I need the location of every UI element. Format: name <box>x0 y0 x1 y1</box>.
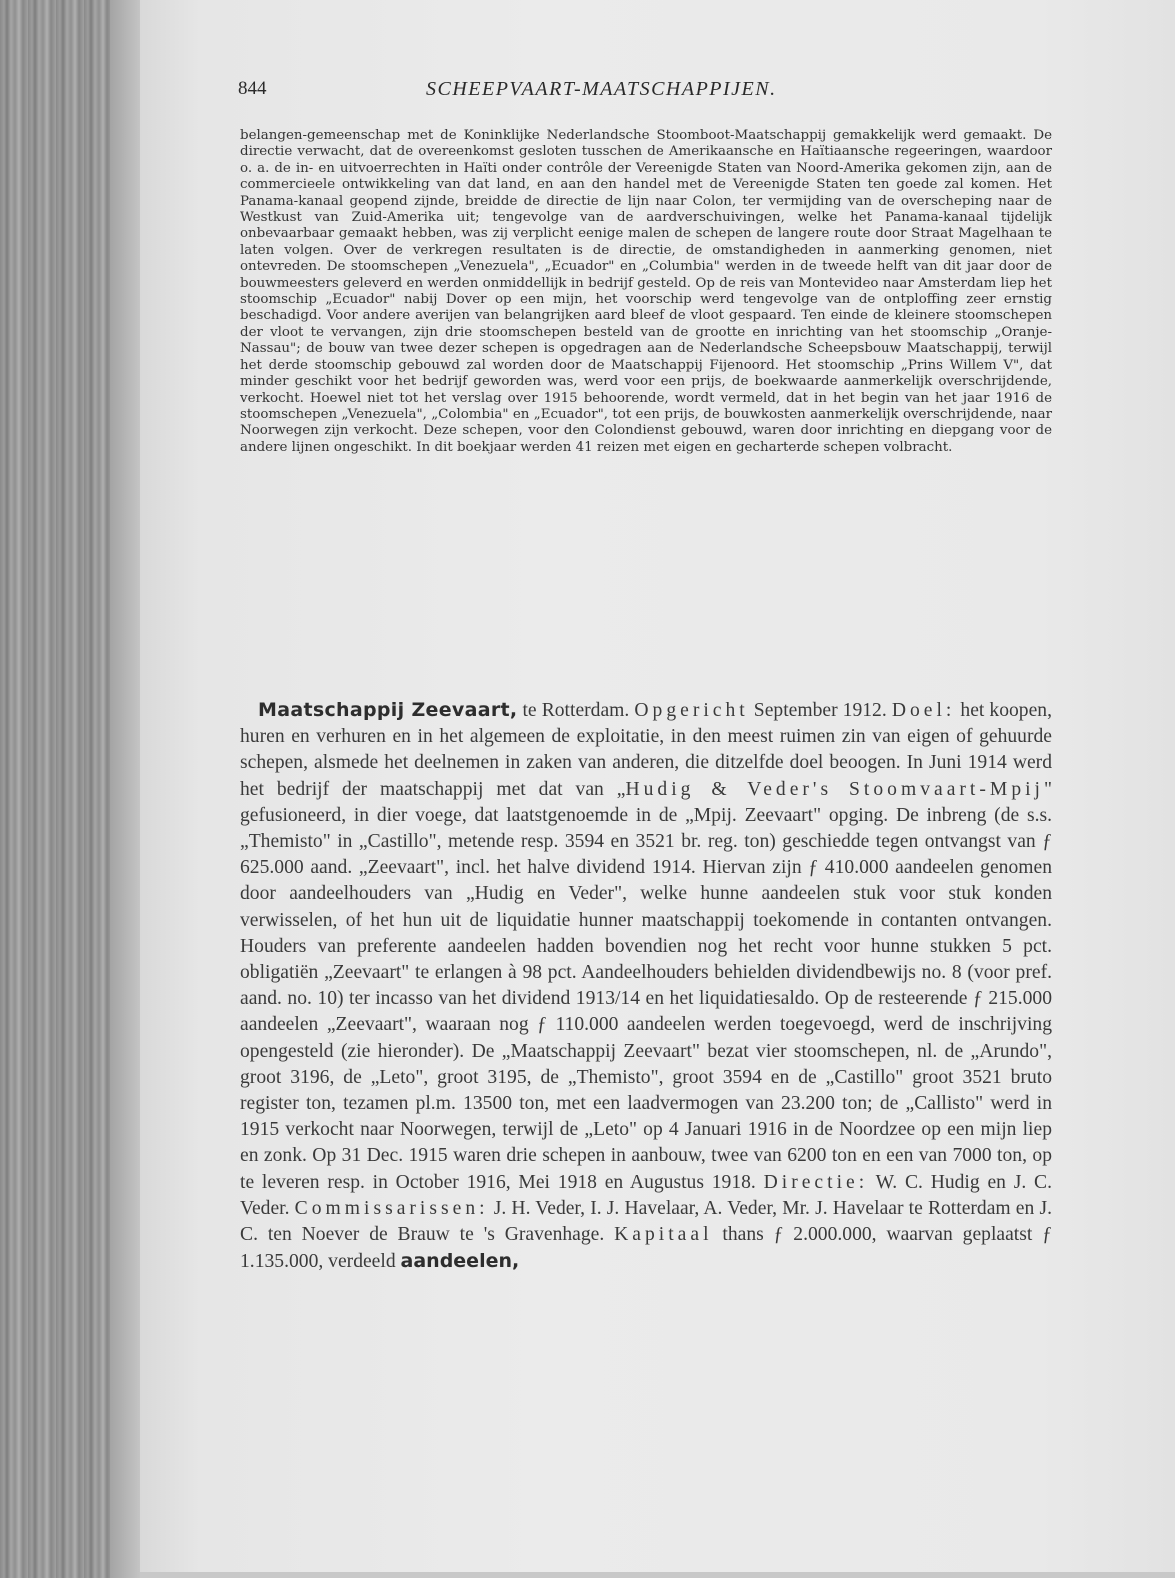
company-location: te Rotterdam. <box>517 700 635 721</box>
merged-company: Hudig & Veder's Stoomvaart-Mpij <box>625 778 1044 800</box>
entry-paragraph <box>240 697 1052 1275</box>
goal-label: Doel: <box>891 700 956 721</box>
page-header <box>232 76 1052 106</box>
founded-label: Opgericht <box>634 700 749 721</box>
continued-section <box>240 128 1052 456</box>
book-spine-edge <box>0 0 120 1578</box>
founded-value: September 1912. <box>748 700 892 721</box>
shares-word: aandeelen, <box>400 1250 520 1273</box>
capital-value: thans ƒ 2.000.000, waarvan geplaatst ƒ 1.135.000, verdeeld <box>240 1224 1052 1273</box>
commissioners-value: J. H. Veder, I. J. Havelaar, A. Veder, Mr. J. Havelaar te Rotterdam en J. C. ten Noever de Brauw te 's Gravenhage. <box>240 1197 1052 1246</box>
goal-text: het koopen, huren en verhuren en in het algemeen de exploitatie, in den meest ruimen zin van eigen of gehuurde schepen, alsmede het deelnemen in zaken van anderen, die ditzelfde doel beoogen. In Juni 1914 werd het bedrijf der maatschappij met dat van „ <box>240 700 1052 800</box>
company-entry <box>240 697 1052 1275</box>
directors-label: Directie: <box>763 1171 869 1193</box>
page-bottom-edge <box>140 1572 1175 1578</box>
running-title: SCHEEPVAART-MAATSCHAPPIJEN. <box>426 78 777 100</box>
directors-value: W. C. Hudig en J. C. Veder. <box>240 1171 1052 1219</box>
page-number: 844 <box>238 78 267 99</box>
capital-label: Kapitaal <box>614 1224 713 1246</box>
company-name: Maatschappij Zeevaart, <box>258 699 518 721</box>
history-text: " gefusioneerd, in dier voege, dat laatstgenoemde in de „Mpij. Zeevaart" opging. De inbreng (de s.s. „Themisto" in „Castillo", metende resp. 3594 en 3521 br. reg. ton) geschiedde tegen ontvangst van ƒ 625.000 aand. „Zeevaart", incl. het halve dividend 1914. Hiervan zijn ƒ 410.000 aandeelen genomen door aandeelhouders van „Hudig en Veder", welke hunne aandeelen stuk voor stuk konden verwisselen, of het hun uit de liquidatie hunner maatschappij toekomende in contanten ontvangen. Houders van preferente aandeelen hadden bovendien nog het recht voor hunne stukken 5 pct. obligatiën „Zeevaart" te erlangen à 98 pct. Aandeelhouders behielden dividendbewijs no. 8 (voor pref. aand. no. 10) ter incasso van het dividend 1913/14 en het liquidatiesaldo. Op de resteerende ƒ 215.000 aandeelen „Zeevaart", waaraan nog ƒ 110.000 aandeelen werden toegevoegd, werd de inschrijving opengesteld (zie hieronder). De „Maatschappij Zeevaart" bezat vier stoomschepen, nl. de „Arundo", groot 3196, de „Leto", groot 3195, de „Themisto", groot 3594 en de „Castillo" groot 3521 bruto register ton, tezamen pl.m. 13500 ton, met een laadvermogen van 23.200 ton; de „Callisto" werd in 1915 verkocht naar Noorwegen, terwijl de „Leto" op 4 Januari 1916 in de Noordzee op een mijn liep en zonk. Op 31 Dec. 1915 waren drie schepen in aanbouw, twee van 6200 ton en een van 7000 ton, op te leveren resp. in October 1916, Mei 1918 en Augustus 1918. <box>240 778 1052 1193</box>
continued-paragraph: belangen-gemeenschap met de Koninklijke Nederlandsche Stoomboot-Maatschappij gemakkelijk werd gemaakt. De directie verwacht, dat de overeenkomst gesloten tusschen de Amerikaansche en Haïtiaansche regeeringen, waardoor o. a. de in- en uitvoerrechten in Haïti onder contrôle der Vereenigde Staten van Noord-Amerika gekomen zijn, aan de commercieele ontwikkeling van dat land, en aan den handel met de Vereenigde Staten ten goede zal komen. Het Panama-kanaal geopend zijnde, breidde de directie de lijn naar Colon, ter vermijding van de overscheping naar de Westkust van Zuid-Amerika uit; tengevolge van de aardverschuivingen, welke het Panama-kanaal tijdelijk onbevaarbaar gemaakt hebben, was zij verplicht eenige malen de schepen de langere route door Straat Magelhaan te laten volgen. Over de verkregen resultaten is de directie, de omstandigheden in aanmerking genomen, niet ontevreden. De stoomschepen „Venezuela", „Ecuador" en „Columbia" werden in de tweede helft van dit jaar door de bouwmeesters geleverd en werden onmiddellijk in bedrijf gesteld. Op de reis van Montevideo naar Amsterdam liep het stoomschip „Ecuador" nabij Dover op een mijn, het voorschip werd tengevolge van de ontploffing zeer ernstig beschadigd. Voor andere averijen van belangrijken aard bleef de vloot gespaard. Ten einde de kleinere stoomschepen der vloot te vervangen, zijn drie stoomschepen besteld van de grootte en inrichting van het stoomschip „Oranje-Nassau"; de bouw van twee dezer schepen is opgedragen aan de Nederlandsche Scheepsbouw Maatschappij, terwijl het derde stoomschip gebouwd zal worden door de Maatschappij Fijenoord. Het stoomschip „Prins Willem V", dat minder geschikt voor het bedrijf geworden was, werd voor een prijs, de boekwaarde aanmerkelijk overschrijdende, verkocht. Hoewel niet tot het verslag over 1915 behoorende, wordt vermeld, dat in het begin van het jaar 1916 de stoomschepen „Venezuela", „Colombia" en „Ecuador", tot een prijs, de bouwkosten aanmerkelijk overschrijdende, naar Noorwegen zijn verkocht. Deze schepen, voor den Colondienst gebouwd, waren door inrichting en diepgang voor de andere lijnen ongeschikt. In dit boekjaar werden 41 reizen met eigen en gecharterde schepen volbracht. <box>240 128 1052 455</box>
commissioners-label: Commissarissen: <box>294 1197 489 1219</box>
